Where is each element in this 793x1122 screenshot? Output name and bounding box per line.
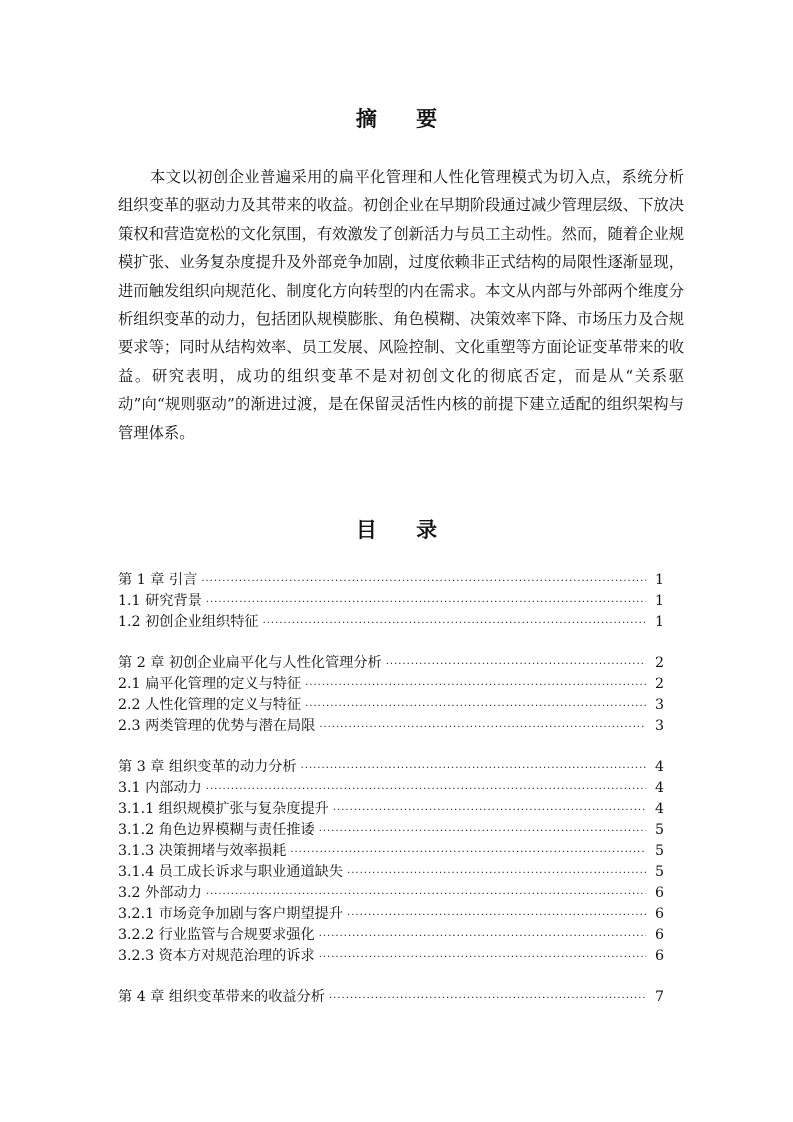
toc-entry-page: 6 (654, 885, 664, 901)
toc-leader-dots (319, 821, 646, 842)
toc-entry-page: 7 (654, 989, 664, 1005)
toc-leader-dots (301, 758, 646, 779)
table-of-contents (118, 570, 664, 1028)
toc-entry[interactable] (118, 757, 664, 778)
toc-entry-label: 2.2 人性化管理的定义与特征 (118, 697, 302, 713)
toc-entry-label: 第 1 章 引言 (118, 572, 198, 588)
toc-entry-page: 6 (654, 906, 664, 922)
toc-entry[interactable] (118, 987, 664, 1008)
toc-entry-label: 第 3 章 组织变革的动力分析 (118, 759, 297, 775)
toc-entry-label: 第 4 章 组织变革带来的收益分析 (118, 989, 325, 1005)
toc-entry-page: 3 (654, 697, 664, 713)
toc-entry[interactable] (118, 799, 664, 820)
toc-entry-page: 5 (654, 843, 664, 859)
toc-title: 目 录 (355, 517, 454, 542)
toc-leader-dots (206, 884, 646, 905)
toc-group (118, 757, 664, 967)
toc-entry-label: 3.2.1 市场竞争加剧与客户期望提升 (118, 906, 344, 922)
toc-entry-label: 3.1 内部动力 (118, 780, 202, 796)
toc-entry-page: 4 (654, 759, 664, 775)
toc-entry[interactable] (118, 778, 664, 799)
toc-entry-page: 4 (654, 801, 664, 817)
toc-leader-dots (206, 592, 646, 613)
toc-entry[interactable] (118, 841, 664, 862)
toc-group (118, 987, 664, 1008)
abstract-title: 摘 要 (355, 106, 454, 131)
toc-leader-dots (290, 842, 646, 863)
toc-entry[interactable] (118, 716, 664, 737)
toc-entry-page: 1 (654, 593, 664, 609)
toc-entry[interactable] (118, 883, 664, 904)
toc-entry-page: 3 (654, 718, 664, 734)
toc-entry[interactable] (118, 904, 664, 925)
toc-group (118, 653, 664, 737)
toc-entry-label: 2.1 扁平化管理的定义与特征 (118, 676, 302, 692)
toc-entry[interactable] (118, 925, 664, 946)
abstract-body: 本文以初创企业普遍采用的扁平化管理和人性化管理模式为切入点，系统分析组织变革的驱动力及其带来的收益。初创企业在早期阶段通过减少管理层级、下放决策权和营造宽松的文化氛围，有效激发了创新活力与员工主动性。然而，随着企业规模扩张、业务复杂度提升及外部竞争加剧，过度依赖非正式结构的局限性逐渐显现，进而触发组织向规范化、制度化方向转型的内在需求。本文从内部与外部两个维度分析组织变革的动力，包括团队规模膨胀、角色模糊、决策效率下降、市场压力及合规要求等；同时从结构效率、员工发展、风险控制、文化重塑等方面论证变革带来的收益。研究表明，成功的组织变革不是对初创文化的彻底否定，而是从“关系驱动”向“规则驱动”的渐进过渡，是在保留灵活性内核的前提下建立适配的组织架构与管理体系。 (118, 168, 684, 442)
toc-leader-dots (319, 947, 646, 968)
toc-entry-label: 3.1.4 员工成长诉求与职业通道缺失 (118, 864, 344, 880)
toc-entry-label: 3.1.1 组织规模扩张与复杂度提升 (118, 801, 329, 817)
toc-entry-label: 3.2 外部动力 (118, 885, 202, 901)
toc-entry-label: 3.1.2 角色边界模糊与责任推诿 (118, 822, 315, 838)
toc-entry[interactable] (118, 570, 664, 591)
toc-entry[interactable] (118, 674, 664, 695)
toc-entry-page: 5 (654, 822, 664, 838)
toc-entry-label: 3.1.3 决策拥堵与效率损耗 (118, 843, 287, 859)
toc-entry[interactable] (118, 612, 664, 633)
toc-entry-label: 2.3 两类管理的优势与潜在局限 (118, 718, 316, 734)
toc-entry-page: 5 (654, 864, 664, 880)
toc-entry-page: 6 (654, 927, 664, 943)
toc-entry[interactable] (118, 946, 664, 967)
toc-leader-dots (329, 988, 646, 1009)
toc-leader-dots (263, 613, 646, 634)
toc-entry-label: 1.1 研究背景 (118, 593, 202, 609)
toc-leader-dots (201, 571, 646, 592)
toc-leader-dots (206, 779, 646, 800)
toc-entry-page: 6 (654, 948, 664, 964)
toc-entry-page: 1 (654, 572, 664, 588)
toc-entry[interactable] (118, 653, 664, 674)
toc-entry-page: 4 (654, 780, 664, 796)
toc-leader-dots (319, 926, 646, 947)
toc-entry-label: 第 2 章 初创企业扁平化与人性化管理分析 (118, 655, 382, 671)
toc-entry[interactable] (118, 695, 664, 716)
toc-entry-label: 1.2 初创企业组织特征 (118, 614, 259, 630)
toc-entry[interactable] (118, 591, 664, 612)
toc-entry-label: 3.2.2 行业监管与合规要求强化 (118, 927, 315, 943)
toc-group (118, 570, 664, 633)
toc-leader-dots (319, 717, 646, 738)
toc-entry-label: 3.2.3 资本方对规范治理的诉求 (118, 948, 315, 964)
toc-leader-dots (386, 654, 646, 675)
toc-entry[interactable] (118, 820, 664, 841)
toc-leader-dots (347, 863, 646, 884)
toc-entry-page: 2 (654, 655, 664, 671)
toc-leader-dots (333, 800, 646, 821)
toc-entry[interactable] (118, 862, 664, 883)
toc-entry-page: 2 (654, 676, 664, 692)
toc-leader-dots (347, 905, 646, 926)
toc-leader-dots (305, 696, 646, 717)
toc-entry-page: 1 (654, 614, 664, 630)
toc-leader-dots (305, 675, 646, 696)
